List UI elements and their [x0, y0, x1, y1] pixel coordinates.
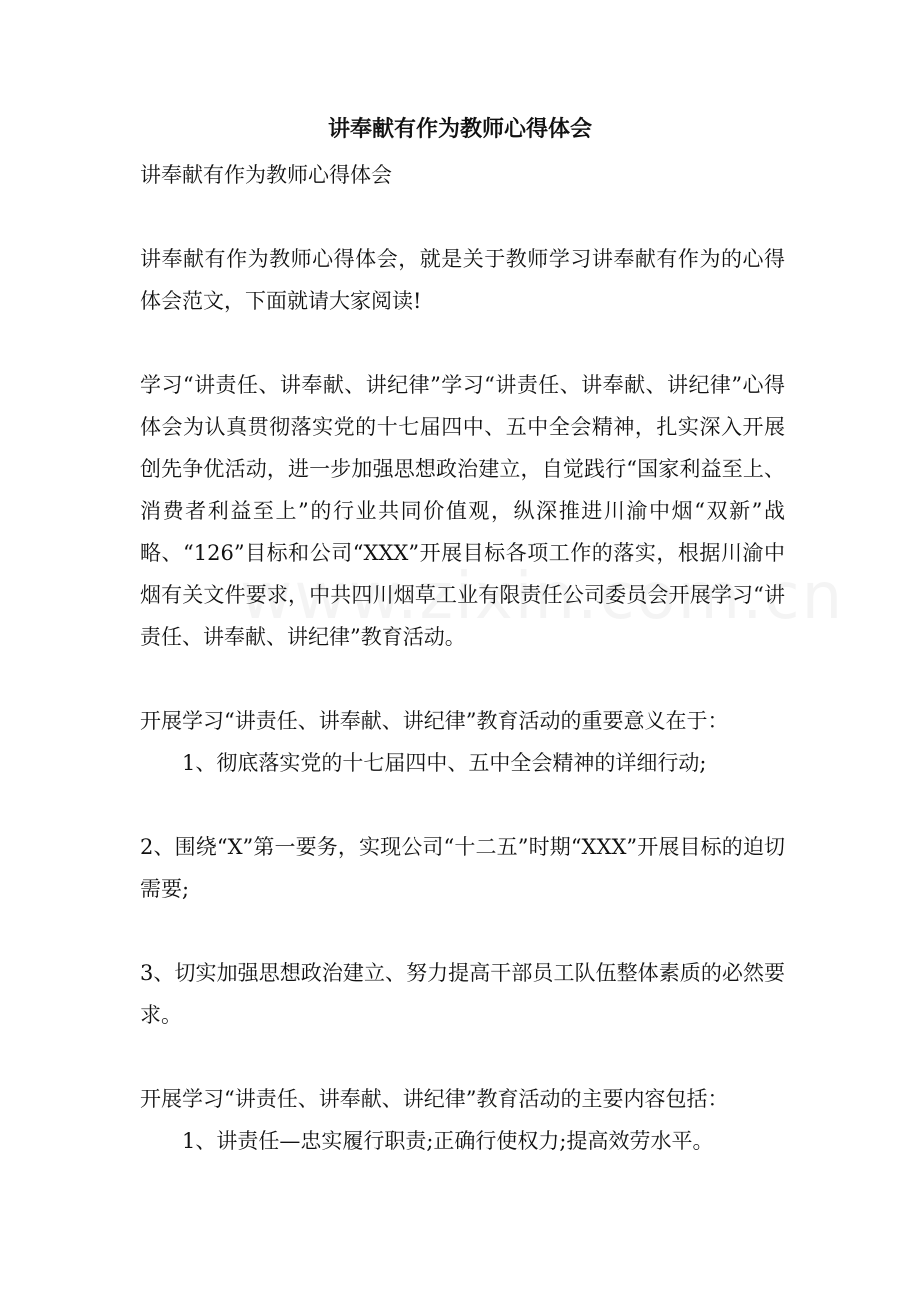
significance-heading: 开展学习“讲责任、讲奉献、讲纪律”教育活动的重要意义在于： [140, 709, 729, 733]
subtitle-paragraph: 讲奉献有作为教师心得体会 [140, 163, 392, 187]
list-item: 2、围绕“X”第一要务，实现公司“十二五”时期“XXX”开展目标的迫切需要; [140, 835, 785, 901]
body-paragraph: 学习“讲责任、讲奉献、讲纪律”学习“讲责任、讲奉献、讲纪律”心得体会为认真贯彻落实党的十七届四中、五中全会精神，扎实深入开展创先争优活动，进一步加强思想政治建立，自觉践行“国家利益至上、消费者利益至上”的行业共同价值观，纵深推进川渝中烟“双新”战略、“126”目标和公司“XXX”开展目标各项工作的落实，根据川渝中烟有关文件要求，中共四川烟草工业有限责任公司委员会开展学习“讲责任、讲奉献、讲纪律”教育活动。 [140, 373, 785, 649]
list-item: 1、讲责任—忠实履行职责;正确行使权力;提高效劳水平。 [182, 1129, 714, 1153]
list-item: 1、彻底落实党的十七届四中、五中全会精神的详细行动; [182, 751, 707, 775]
document-title: 讲奉献有作为教师心得体会 [327, 116, 592, 142]
intro-paragraph: 讲奉献有作为教师心得体会，就是关于教师学习讲奉献有作为的心得体会范文，下面就请大家阅读! [140, 247, 785, 313]
list-item: 3、切实加强思想政治建立、努力提高干部员工队伍整体素质的必然要求。 [140, 961, 785, 1027]
content-heading: 开展学习“讲责任、讲奉献、讲纪律”教育活动的主要内容包括： [140, 1087, 729, 1111]
